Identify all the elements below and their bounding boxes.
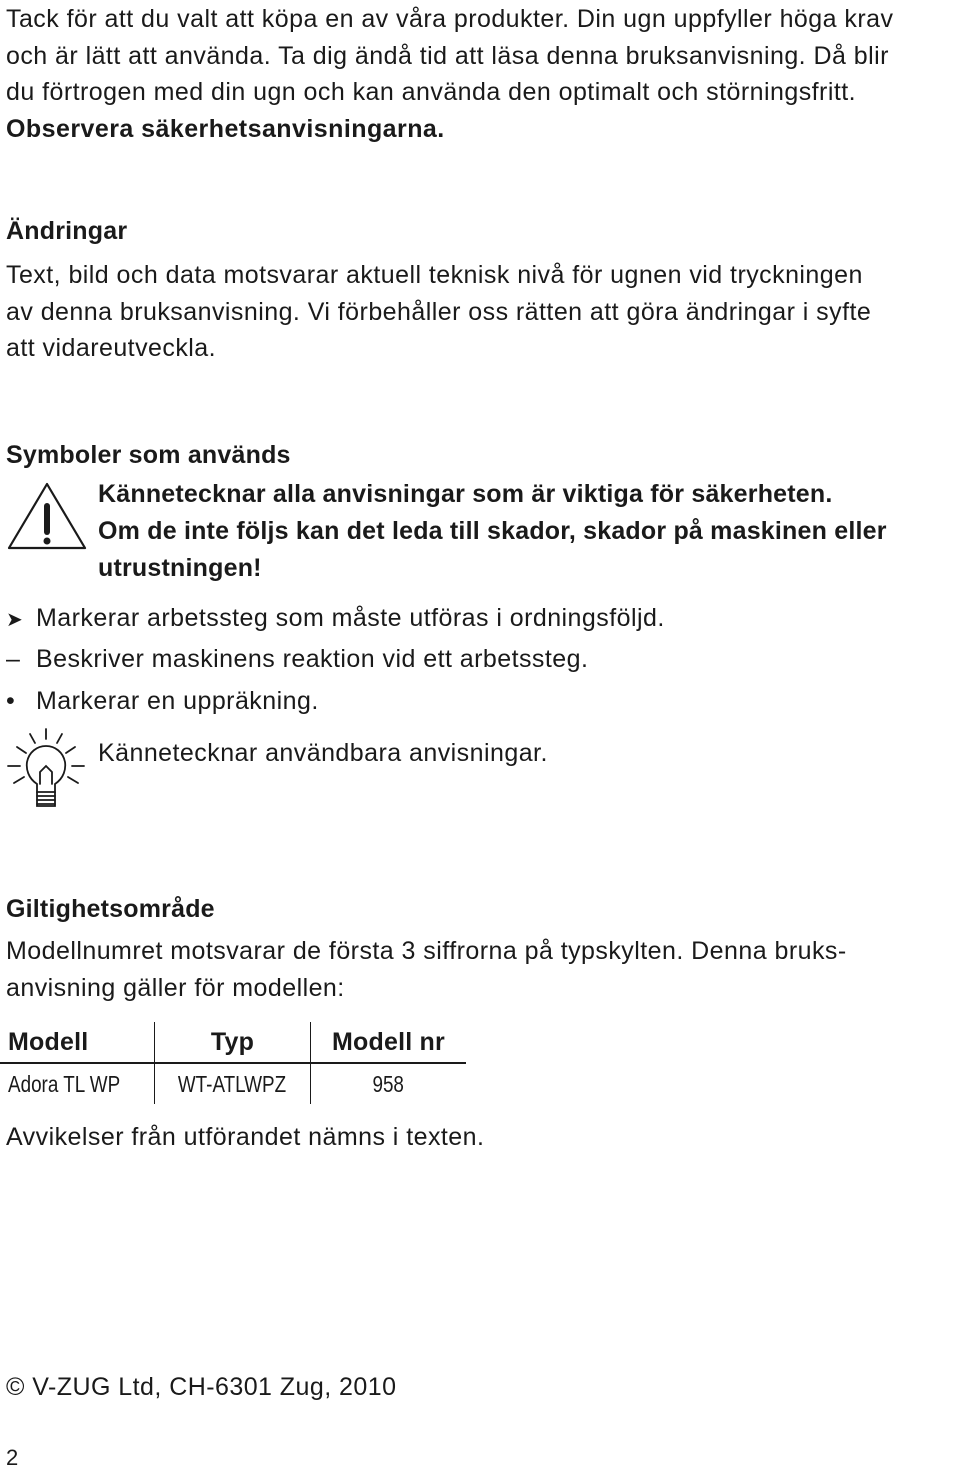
cell-text: WT-ATLWPZ <box>178 1070 287 1097</box>
arrow-marker-icon: ➤ <box>6 609 24 631</box>
lightbulb-icon <box>4 726 88 814</box>
copyright-notice: © V-ZUG Ltd, CH-6301 Zug, 2010 <box>6 1373 397 1401</box>
column-header-model: Modell <box>0 1022 155 1063</box>
changes-line: Text, bild och data motsvarar aktuell teknisk nivå för ugnen vid tryckningen <box>6 261 863 289</box>
list-item-text: Markerar en uppräkning. <box>36 687 319 715</box>
warning-line: Om de inte följs kan det leda till skador, skador på maskinen eller <box>98 517 887 545</box>
cell-text: Adora TL WP <box>8 1070 121 1097</box>
intro-line: Tack för att du valt att köpa en av våra produkter. Din ugn uppfyller höga krav <box>6 5 894 33</box>
table-row <box>0 1063 466 1104</box>
intro-line: du förtrogen med din ugn och kan använda den optimalt och störningsfritt. <box>6 78 857 106</box>
warning-description <box>98 476 887 587</box>
changes-line: att vidareutveckla. <box>6 334 217 362</box>
dash-marker-icon: – <box>6 645 21 673</box>
model-table <box>0 1022 466 1104</box>
bullet-marker-icon: • <box>6 687 16 715</box>
list-item <box>6 683 319 719</box>
tip-description: Kännetecknar användbara anvisningar. <box>98 739 548 767</box>
deviation-note: Avvikelser från utförandet nämns i texten. <box>6 1123 485 1151</box>
table-header-row <box>0 1022 466 1063</box>
cell-text: 958 <box>372 1070 405 1097</box>
warning-line: Kännetecknar alla anvisningar som är viktiga för säkerheten. <box>98 480 833 508</box>
intro-line: och är lätt att använda. Ta dig ändå tid att läsa denna bruksanvisning. Då blir <box>6 41 889 70</box>
column-header-model-number: Modell nr <box>311 1022 467 1063</box>
warning-triangle-icon <box>5 480 89 552</box>
column-header-type: Typ <box>155 1022 311 1063</box>
list-item <box>6 641 588 677</box>
table-cell-model-number <box>311 1063 467 1104</box>
changes-line: av denna bruksanvisning. Vi förbehåller oss rätten att göra ändringar i syfte <box>6 297 872 326</box>
changes-paragraph <box>6 257 871 367</box>
warning-line: utrustningen! <box>98 554 262 582</box>
intro-paragraph <box>6 1 893 147</box>
page-number: 2 <box>6 1445 19 1470</box>
safety-note: Observera säkerhetsanvisningarna. <box>6 114 445 143</box>
validity-heading: Giltighetsområde <box>6 895 215 923</box>
validity-line: Modellnumret motsvarar de första 3 siffrorna på typskylten. Denna bruks- <box>6 937 847 965</box>
validity-line: anvisning gäller för modellen: <box>6 973 345 1002</box>
list-item-text: Markerar arbetssteg som måste utföras i ordningsföljd. <box>36 604 665 632</box>
symbols-heading: Symboler som används <box>6 441 291 469</box>
table-cell-type <box>155 1063 311 1104</box>
list-item <box>6 600 665 638</box>
table-cell-model <box>0 1063 155 1104</box>
validity-paragraph <box>6 933 847 1006</box>
changes-heading: Ändringar <box>6 217 128 245</box>
list-item-text: Beskriver maskinens reaktion vid ett arbetssteg. <box>36 645 589 673</box>
